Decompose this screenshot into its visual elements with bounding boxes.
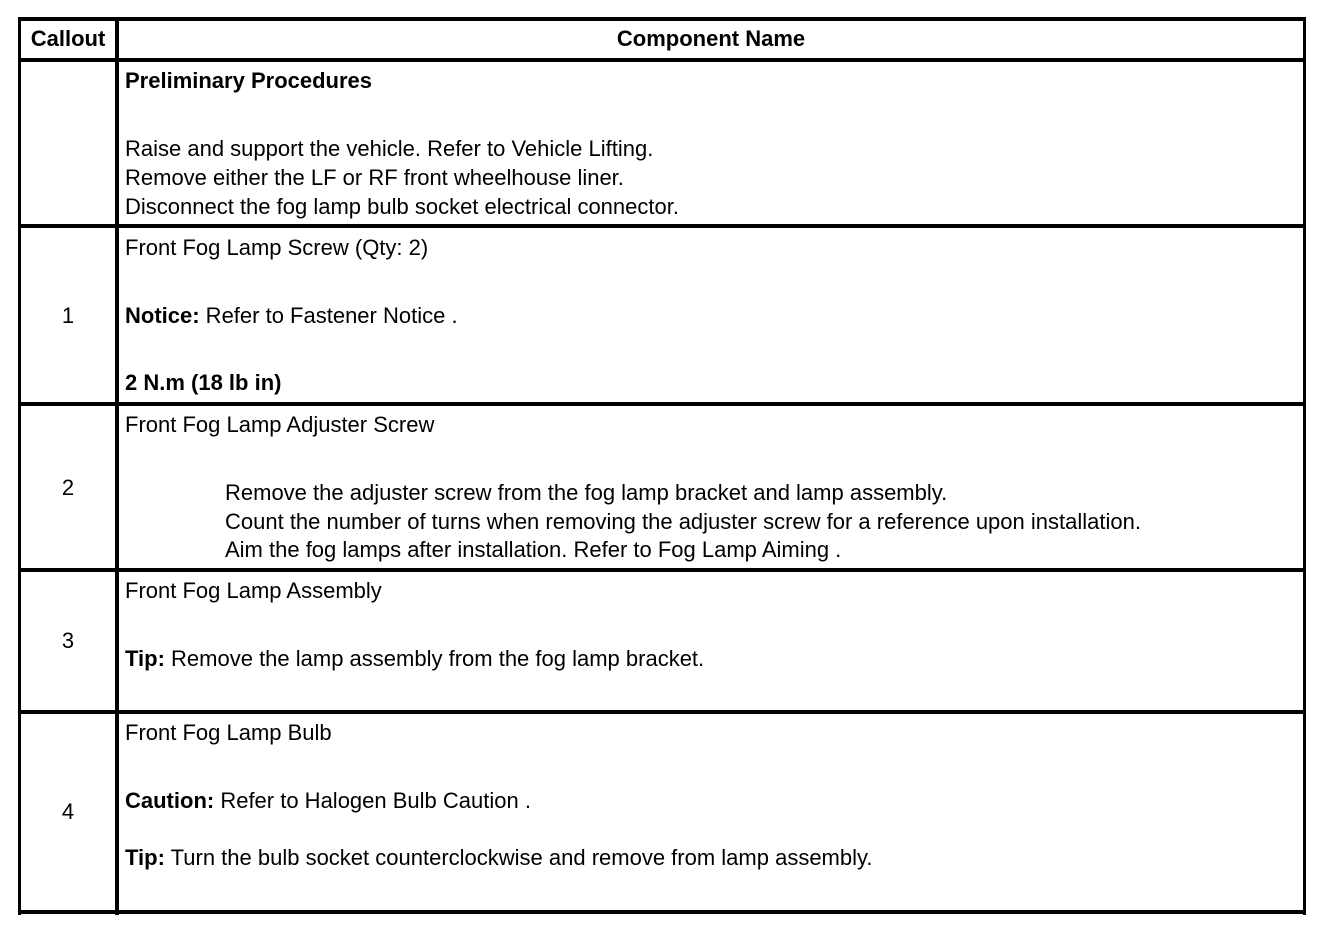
- procedure-step: Count the number of turns when removing the adjuster screw for a reference upon installation.: [225, 509, 1141, 534]
- procedure-table: [18, 17, 1306, 915]
- component-name-column-header: Component Name: [616, 26, 806, 51]
- notice-text: Refer to Fastener Notice .: [199, 303, 458, 328]
- table-border-bottom: [18, 910, 1306, 914]
- table-border-right: [1303, 17, 1306, 915]
- procedure-step: Remove the adjuster screw from the fog lamp bracket and lamp assembly.: [225, 480, 948, 505]
- row-divider: [18, 710, 1306, 714]
- callout-column-header: Callout: [30, 26, 106, 51]
- caution-text: Refer to Halogen Bulb Caution .: [214, 788, 531, 813]
- procedure-step: Aim the fog lamps after installation. Refer to Fog Lamp Aiming .: [225, 537, 842, 562]
- header-divider: [18, 58, 1306, 62]
- preliminary-step: Raise and support the vehicle. Refer to Vehicle Lifting.: [125, 136, 654, 161]
- callout-number: 3: [61, 628, 75, 653]
- tip-text: Remove the lamp assembly from the fog lamp bracket.: [164, 646, 705, 671]
- component-name: Front Fog Lamp Bulb: [125, 720, 332, 745]
- row-divider: [18, 568, 1306, 572]
- tip-label: Tip:: [125, 845, 165, 870]
- table-border-left: [18, 17, 21, 915]
- callout-number: 1: [61, 303, 75, 328]
- column-divider: [115, 17, 119, 915]
- tip-text: Turn the bulb socket counterclockwise and remove from lamp assembly.: [164, 845, 873, 870]
- callout-number: 2: [61, 475, 75, 500]
- preliminary-step: Remove either the LF or RF front wheelhouse liner.: [125, 165, 624, 190]
- component-name: Front Fog Lamp Screw (Qty: 2): [125, 235, 429, 260]
- tip-label: Tip:: [125, 646, 165, 671]
- caution-label: Caution:: [125, 788, 215, 813]
- table-border-top: [18, 17, 1306, 21]
- notice-label: Notice:: [125, 303, 200, 328]
- torque-spec: 2 N.m (18 lb in): [125, 370, 282, 395]
- tip-line: [125, 645, 704, 673]
- row-divider: [18, 224, 1306, 228]
- preliminary-step: Disconnect the fog lamp bulb socket electrical connector.: [125, 194, 679, 219]
- tip-line: [125, 844, 873, 872]
- preliminary-title: Preliminary Procedures: [125, 68, 373, 93]
- component-name: Front Fog Lamp Assembly: [125, 578, 382, 603]
- callout-number: 4: [61, 799, 75, 824]
- component-name: Front Fog Lamp Adjuster Screw: [125, 412, 435, 437]
- caution-line: [125, 787, 531, 815]
- notice-line: [125, 302, 458, 330]
- row-divider: [18, 402, 1306, 406]
